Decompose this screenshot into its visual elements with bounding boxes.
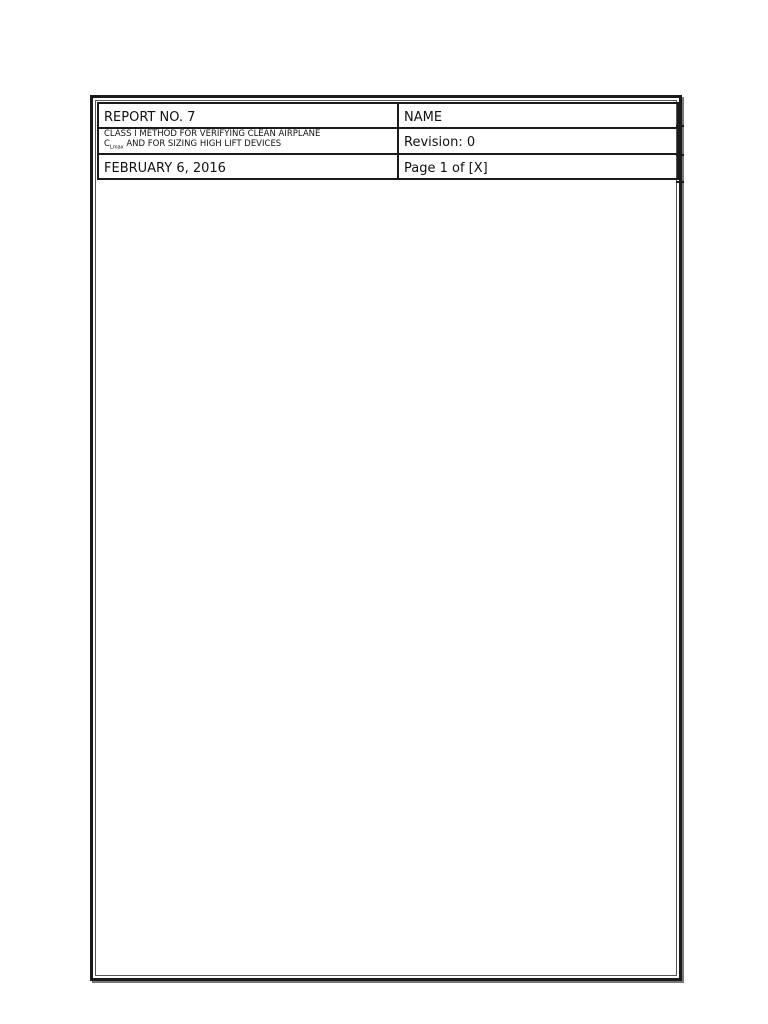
report-title-line-1: CLASS I METHOD FOR VERIFYING CLEAN AIRPLANE [104,129,321,140]
report-header-table [97,102,679,180]
date-cell [98,154,398,179]
report-title-line-2 [104,139,392,153]
name-cell [398,103,678,128]
author-name: NAME [404,109,443,125]
revision-cell [398,128,678,154]
report-title-cell [98,128,398,154]
row-divider-extension-1 [676,125,684,127]
inner-border [95,100,677,976]
page-border [90,95,682,981]
page-number-cell [398,154,678,179]
report-date: FEBRUARY 6, 2016 [104,160,226,176]
header-row-1 [98,103,678,128]
report-number: REPORT NO. 7 [104,109,196,125]
page-number: Page 1 of [X] [404,160,488,176]
row-divider-extension-3 [676,181,684,183]
title-line-2-text: AND FOR SIZING HIGH LIFT DEVICES [123,139,282,150]
revision-label: Revision: 0 [404,135,476,150]
title-c-letter: C [104,139,110,150]
report-number-cell [98,103,398,128]
header-row-3 [98,154,678,179]
header-row-2 [98,128,678,154]
row-divider-extension-2 [676,154,684,156]
title-subscript: Lmax [109,144,124,151]
